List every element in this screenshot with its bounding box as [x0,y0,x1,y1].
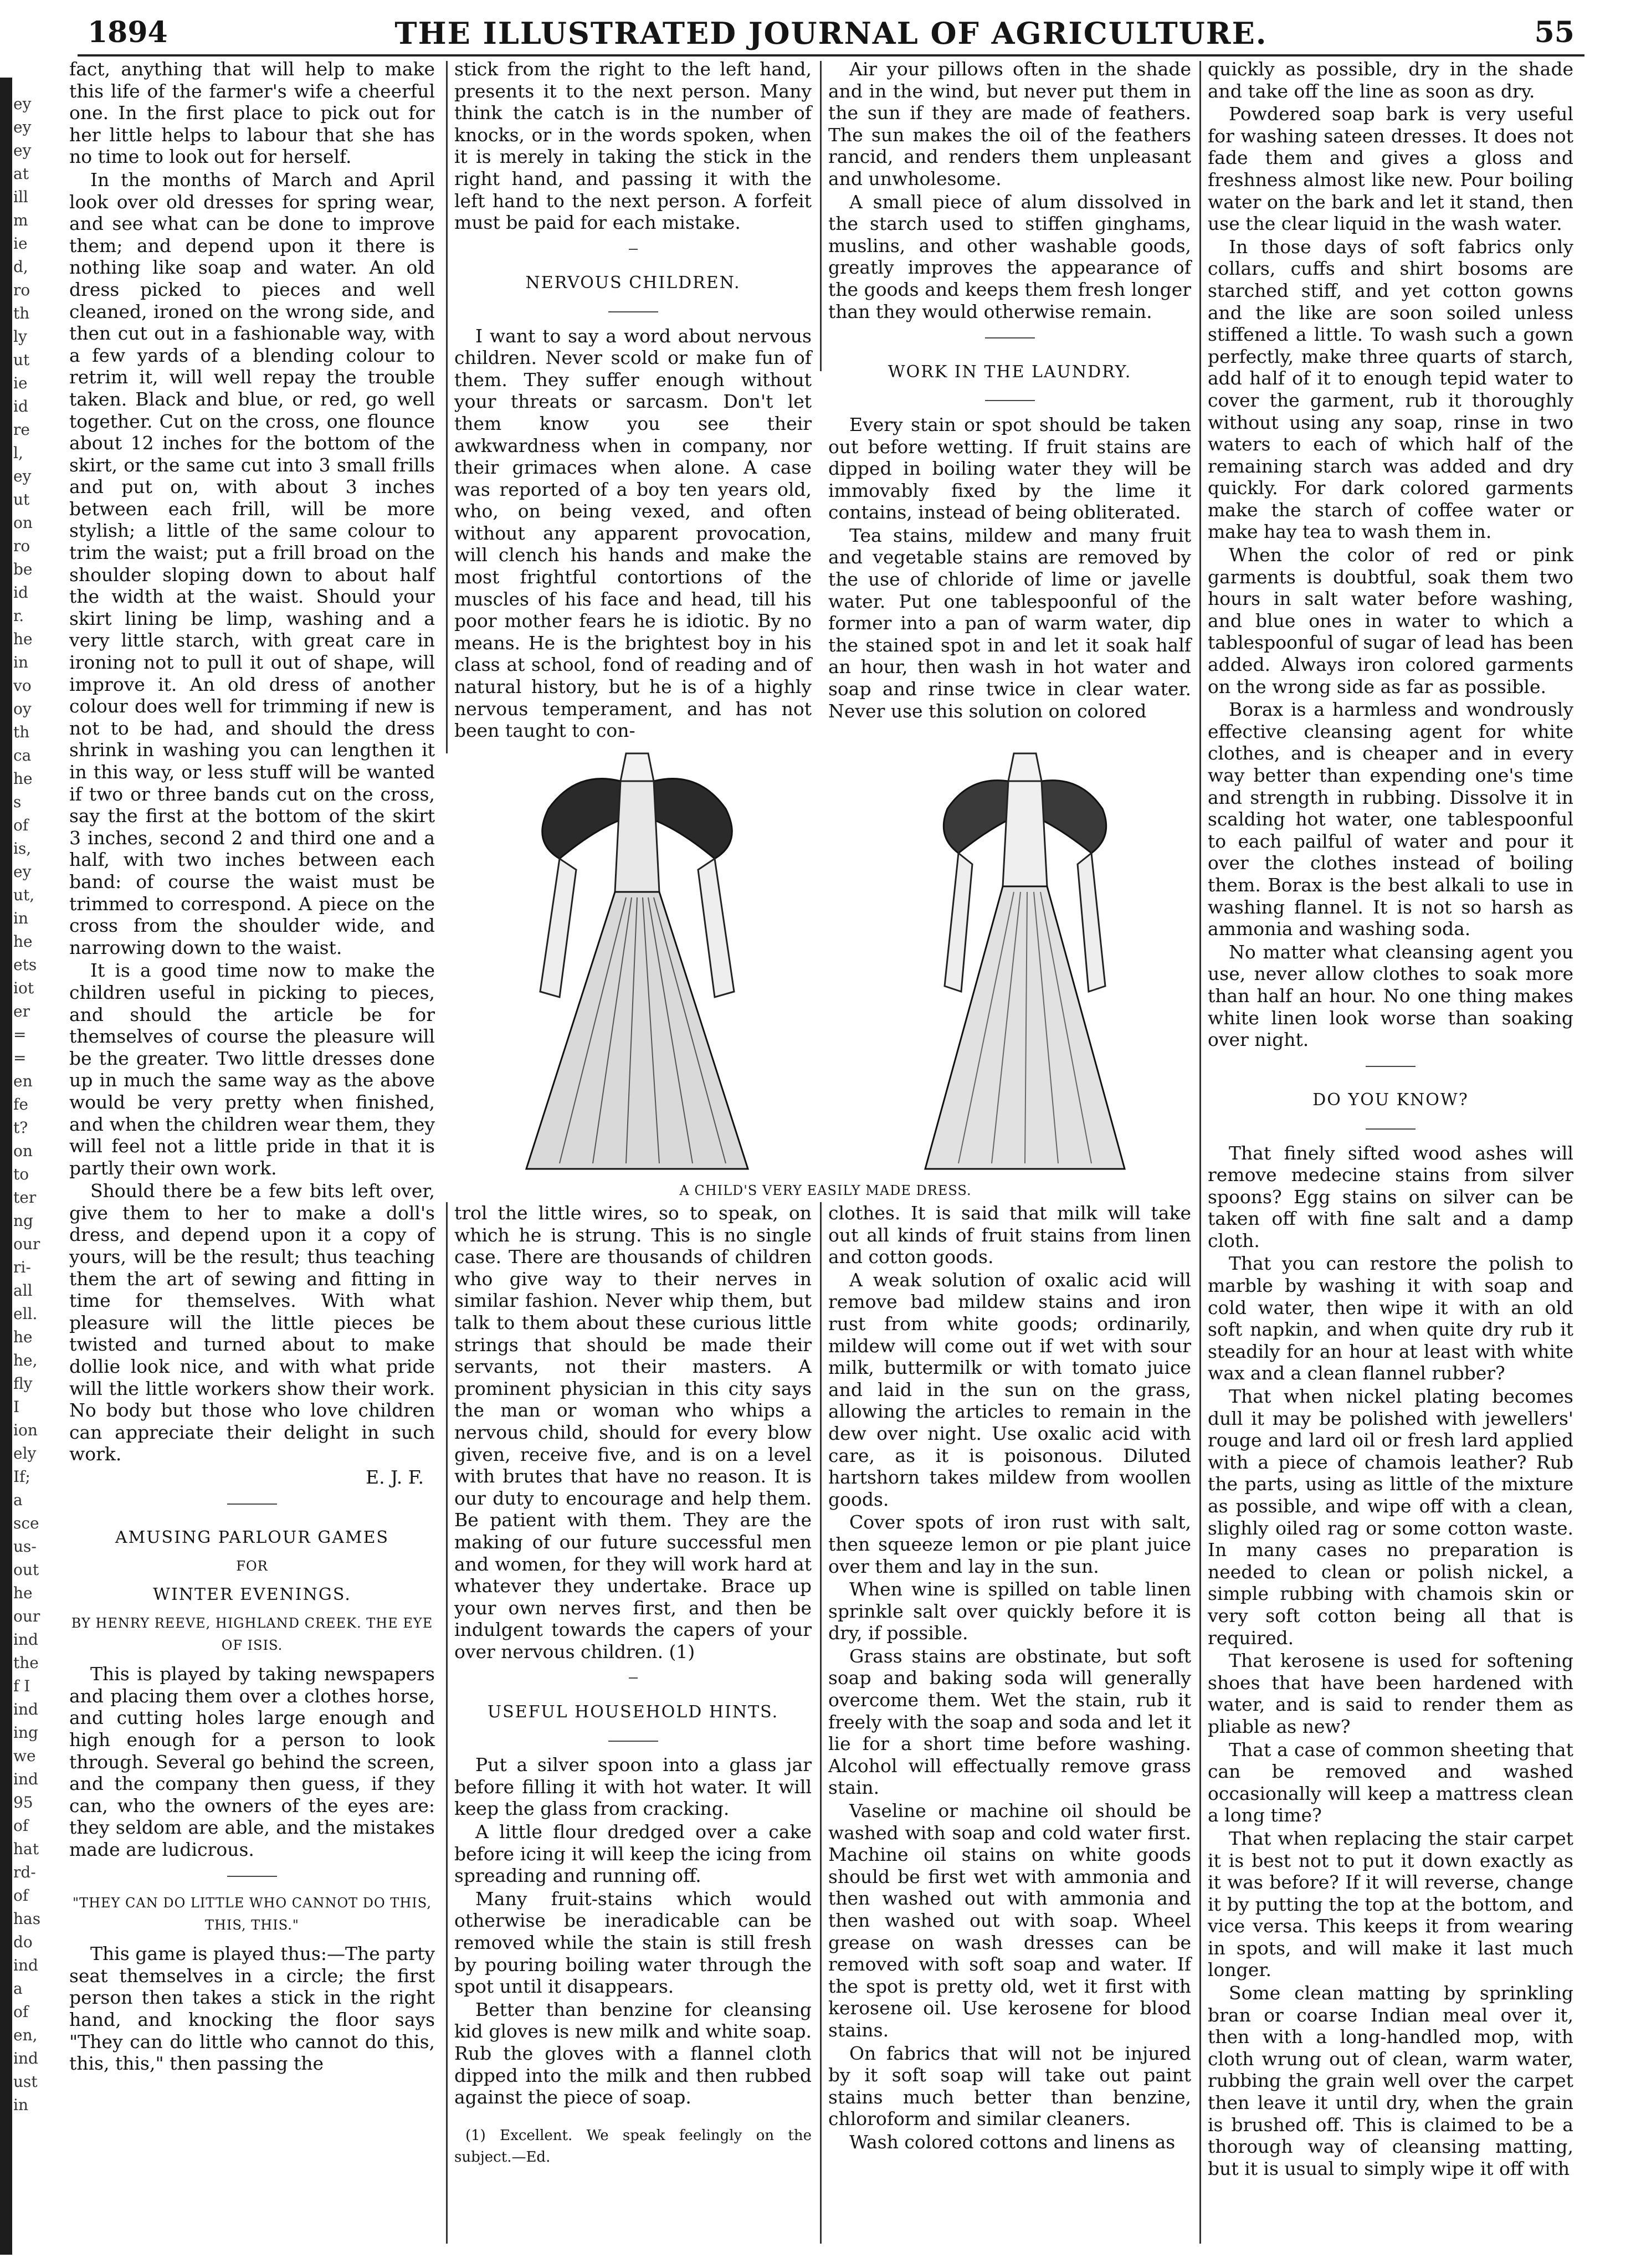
gutter-fragment: fe [13,1095,28,1114]
journal-title: THE ILLUSTRATED JOURNAL OF AGRICULTURE. [394,16,1268,51]
divider [454,237,812,259]
gutter-fragment: ust [13,2072,38,2091]
divider [1208,1054,1573,1076]
laundry-paragraph: Grass stains are obstinate, but soft soap and baking soda will generally overcome them. Wet the stain, rub it freely with the soap and soda and let it lie for a short time before washing. Alcohol will effectually remove grass stain. [828,1645,1191,1799]
know-paragraph: Some clean matting by sprinkling bran or coarse Indian meal over it, then with a long-handled mop, with cloth wrung out of clean, warm water, rubbing the grain well over the carpet then leave it until dry, when the grain is brushed off. This is claimed to be a thorough way of cleansing matting, but it is usual to simply wipe it off with [1208,1982,1573,2179]
article-title-nervous: NERVOUS CHILDREN. [525,273,741,293]
column-rule [446,1202,448,2244]
gutter-fragment: s [13,793,22,811]
gutter-fragment: r. [13,607,24,625]
gutter-fragment: id [13,397,28,415]
gutter-fragment: of [13,816,29,834]
header-year: 1894 [88,16,168,49]
laundry-continuation [828,1202,1191,2153]
gutter-fragment: 95 [13,1793,33,1812]
gutter-fragment: ut [13,351,30,369]
hint-paragraph: Better than benzine for cleansing kid gloves is new milk and white soap. Rub the gloves with a flannel cloth dipped into the milk and then rubbed against the piece of soap. [454,1998,812,2108]
hint-paragraph: Put a silver spoon into a glass jar before filling it with hot water. It will keep the glass from cracking. [454,1754,812,1820]
gutter-fragment: ind [13,1956,38,1974]
gutter-fragment: ut [13,490,30,509]
gutter-fragment: ey [13,863,32,881]
laundry-tip-paragraph: When the color of red or pink garments is doubtful, soak them two hours in salt water before washing, and blue ones in water to which a tablespoonful of sugar of lead has been added. Always iron colored garments on the wrong side as far as possible. [1208,544,1573,697]
divider [454,1666,812,1688]
alum-paragraph: A small piece of alum dissolved in the starch used to stiffen ginghams, muslins, and other washable goods, greatly improves the appearance of the goods and keeps them fresh longer than they would otherwise remain. [828,191,1191,322]
gutter-fragment: vo [13,676,32,695]
gutter-fragment: our [13,1607,40,1625]
gutter-fragment: in [13,909,28,927]
laundry-paragraph: clothes. It is said that milk will take out all kinds of fruit stains from linen and cotton goods. [828,1202,1191,1268]
gutter-fragment: ter [13,1188,37,1207]
know-paragraph: That finely sifted wood ashes will remove medecine stains from silver spoons? Egg stains on silver can be taken off with fine salt and a damp cloth. [1208,1142,1573,1251]
laundry-paragraph: A weak solution of oxalic acid will remove bad mildew stains and iron rust from white goods; ordinarily, mildew will come out if wet with sour milk, buttermilk or with tomato juice and laid in the sun on the grass, allowing the articles to remain in the dew over night. Use oxalic acid with care, as it is poisonous. Diluted hartshorn takes mildew from woollen goods. [828,1269,1191,1510]
pillows-paragraph: Air your pillows often in the shade and in the wind, but never put them in the sun if they are made of feathers. The sun makes the oil of the feathers rancid, and renders them unpleasant and unwholesome. [828,58,1191,189]
gutter-fragment: ion [13,1421,38,1439]
gutter-fragment: en, [13,2026,38,2044]
editor-footnote: (1) Excellent. We speak feelingly on the subject.—Ed. [454,2127,812,2166]
games-paragraph: This game is played thus:—The party seat themselves in a circle; the first person then takes a stick in the right hand, and knocking the floor says "They can do little who cannot do this, this, this," then passing the [69,1943,435,2075]
gutter-fragment: we [13,1747,36,1765]
nervous-paragraph: trol the little wires, so to speak, on which he is strung. This is no single case. There are thousands of children who give way to their nerves in similar fashion. Never whip them, but talk to them about these curious little strings that should be made their servants, not their masters. A prominent physician in this city says the man or woman who whips a nervous child, should for every blow given, receive five, and is on a level with brutes that have no reason. It is our duty to encourage and help them. Be patient with them. They are the making of our future successful men and women, for they will work hard at whatever they undertake. Brace up your own nerves first, and then be indulgent towards the capers of your over nervous children. (1) [454,1202,812,1662]
gutter-fragment: ro [13,281,30,299]
gutter-fragment: ey [13,467,32,485]
gutter-fragment: of [13,1817,29,1835]
games-continuation: stick from the right to the left hand, presents it to the next person. Many think the catch is in the number of knocks, or in the words spoken, when it is merely in taking the stick in the right hand, and passing it with the left hand to the next person. A forfeit must be paid for each mistake. [454,58,812,234]
dress-paragraph: In the months of March and April look over old dresses for spring wear, and see what can be done to improve them; and depend upon it there is nothing like soap and water. An old dress picked to pieces and well cleaned, ironed on the wrong side, and then cut out in a fashionable way, with a few yards of a blending colour to retrim it, will well repay the trouble taken. Black and blue, or red, go well together. Cut on the cross, one flounce about 12 inches for the bottom of the skirt, or the same cut into 3 small frills and put on, with about 3 inches between each frill, will be more stylish; a little of the same colour to trim the waist; put a frill broad on the shoulder sloping down to about half the width at the waist. Should your skirt lining be limp, washing and a very little starch, with great care in ironing not to pull it out of shape, will improve it. An old dress of another colour does well for trimming if new is not to be had, and should the dress shrink in washing you can lengthen it in this way, or less stuff will be wanted if two or three bands cut on the cross, say the first at the bottom of the skirt 3 inches, second 2 and third one and a half, with two inches between each band: of course the waist must be trimmed to correspond. A piece on the cross from the shoulder wide, and narrowing down to the waist. [69,168,435,958]
games-byline: BY HENRY REEVE, HIGHLAND CREEK. THE EYE OF ISIS. [71,1615,433,1653]
gutter-fragment: ey [13,95,32,113]
gutter-fragment: ind [13,1770,38,1788]
gutter-fragment: out [13,1561,39,1579]
laundry-tips-body [1208,58,1573,1051]
gutter-fragment: has [13,1910,41,1928]
gutter-fragment: er [13,1002,30,1020]
gutter-fragment: rd- [13,1863,36,1881]
laundry-paragraph: Cover spots of iron rust with salt, then squeeze lemon or pie plant juice over them and lay in the sun. [828,1511,1191,1577]
laundry-paragraph: Vaseline or machine oil should be washed with soap and cold water first. Machine oil stains on white goods should be first wet with ammonia and then washed out with ammonia and then washed out with soap. Wheel grease on wash dresses can be removed with soft soap and water. If the spot is pretty old, wet it first with kerosene oil. Use kerosene for blood stains. [828,1800,1191,2041]
article-title-laundry: WORK IN THE LAUNDRY. [888,362,1132,382]
divider [454,300,812,322]
article-title-hints: USEFUL HOUSEHOLD HINTS. [487,1702,779,1722]
gutter-fragment: hat [13,1840,39,1858]
figure-caption: A CHILD'S VERY EASILY MADE DRESS. [679,1183,972,1198]
gutter-fragment: If; [13,1467,30,1486]
gutter-fragment: do [13,1933,33,1951]
scan-binding-edge [0,78,12,2255]
laundry-tip-paragraph: quickly as possible, dry in the shade and take off the line as soon as dry. [1208,58,1573,102]
column-3-bottom [828,1202,1191,2154]
gutter-fragment: ing [13,1723,38,1742]
gutter-fragment: id [13,583,28,602]
gutter-fragment: he [13,1584,33,1602]
gutter-fragment: of [13,1886,29,1905]
know-paragraph: That kerosene is used for softening shoes that have been hardened with water, and is said to render them as pliable as new? [1208,1650,1573,1737]
gutter-fragment: oy [13,700,32,718]
dress-front-view [526,753,748,1169]
hint-paragraph: A little flour dredged over a cake before icing it will keep the icing from spreading and running off. [454,1821,812,1887]
divider [828,326,1191,348]
gutter-fragment: ets [13,956,37,974]
gutter-fragment: l, [13,444,23,462]
dress-paragraph: fact, anything that will help to make this life of the farmer's wife a cheerful one. In the first place to pick out for her little helps to labour that she has no time to look out for herself. [69,58,435,168]
divider [454,1729,812,1751]
gutter-fragment: of [13,2003,29,2021]
gutter-fragment: ind [13,2049,38,2067]
article-title-games: AMUSING PARLOUR GAMES [115,1528,389,1548]
know-paragraph: That a case of common sheeting that can be removed and washed occasionally will keep a mattress clean a long time? [1208,1738,1573,1826]
column-2-bottom [454,1202,812,2170]
gutter-fragment: t? [13,1118,28,1137]
dress-back-view [925,753,1125,1169]
column-rule [1199,61,1201,2244]
gutter-fragment: be [13,560,33,578]
gutter-fragment: ey [13,141,32,160]
gutter-fragment: fly [13,1374,33,1393]
gutter-fragment: a [13,1491,23,1509]
signature: E. J. F. [366,1466,424,1488]
gutter-fragment: d, [13,258,28,276]
gutter-fragment: he [13,1328,33,1346]
gutter-fragment: en [13,1072,33,1090]
gutter-fragment: ely [13,1444,37,1463]
gutter-fragment: re [13,420,30,439]
divider [69,1864,435,1886]
gutter-fragment: ie [13,234,28,253]
know-body [1208,1142,1573,2180]
gutter-fragment: th [13,723,30,741]
article-title-know: DO YOU KNOW? [1312,1090,1469,1110]
hint-paragraph: Many fruit-stains which would otherwise be ineradicable can be removed while the stain is still fresh by pouring boiling water through the spot until it disappears. [454,1887,812,1998]
gutter-fragment: sce [13,1514,39,1532]
gutter-fragment: at [13,165,29,183]
laundry-paragraph: On fabrics that will not be injured by it soft soap will take out paint stains much better than benzine, chloroform and similar cleaners. [828,2042,1191,2130]
laundry-tip-paragraph: In those days of soft fabrics only collars, cuffs and shirt bosoms are starched stiff, and yet cotton gowns and the like are soon soiled unless stiffened a little. To wash such a gown perfectly, make three quarts of starch, add half of it to enough tepid water to cover the garment, rub it thoroughly without using any soap, rinse in two waters to each of which half of the remaining starch was added and dry quickly. For dark colored garments make the starch of coffee water or make hay tea to wash them in. [1208,235,1573,543]
laundry-paragraph: Wash colored cottons and linens as [849,2131,1176,2153]
column-rule [820,1202,822,2244]
games-paragraph: This is played by taking newspapers and placing them over a clothes horse, and cutting holes large enough and high enough for a person to look through. Several go behind the screen, and the company then guess, if they can, who the owners of the eyes are: they seldom are able, and the mistakes made are ludicrous. [69,1663,435,1860]
column-rule [820,61,822,371]
gutter-fragment: = [13,1049,27,1067]
gutter-fragment: ill [13,188,28,206]
gutter-fragment: I [13,1398,20,1416]
column-3-top [828,58,1191,723]
games-for: FOR [236,1558,268,1574]
gutter-fragment: iot [13,979,34,997]
laundry-tip-paragraph: No matter what cleansing agent you use, never allow clothes to soak more than half an hour. No one thing makes white linen look worse than soaking over night. [1208,941,1573,1051]
gutter-fragment: he [13,769,33,788]
gutter-fragment: us- [13,1537,37,1556]
gutter-fragment: ind [13,1700,38,1718]
hints-body [454,1754,812,2108]
gutter-fragment: he [13,932,33,951]
gutter-fragment: in [13,653,28,671]
gutter-fragment: he, [13,1351,38,1369]
divider [1208,1117,1573,1139]
gutter-fragment: ro [13,537,30,555]
gutter-fragment: on [13,514,33,532]
laundry-paragraph: Every stain or spot should be taken out before wetting. If fruit stains are dipped in boiling water they will be immovably fixed by the lime it contains, instead of being obliterated. [828,413,1191,524]
divider [69,1492,435,1514]
gutter-fragment: a [13,1979,23,1998]
gutter-fragment: ell. [13,1305,38,1323]
gutter-fragment: = [13,1025,27,1044]
gutter-fragment: to [13,1165,29,1183]
gutter-fragment: the [13,1654,39,1672]
gutter-fragment: f I [13,1677,30,1695]
gutter-fragment: th [13,304,30,322]
know-paragraph: That you can restore the polish to marble by washing it with soap and cold water, then wipe it with an old soft napkin, and when quite dry rub it steadily for an hour at least with white wax and a clean flannel rubber? [1208,1253,1573,1384]
gutter-fragment: ng [13,1212,33,1230]
column-1 [69,58,435,2076]
laundry-tip-paragraph: Powdered soap bark is very useful for washing sateen dresses. It does not fade them and gives a gloss and freshness almost like new. Pour boiling water on the bark and let it stand, then use the clear liquid in the wash water. [1208,103,1573,235]
gutter-fragment: ind [13,1630,38,1649]
gutter-fragment: is, [13,839,32,858]
laundry-paragraph: Tea stains, mildew and many fruit and vegetable stains are removed by the use of chloride of lime or javelle water. Put one tablespoonful of the former into a pan of warm water, dip the stained spot in and let it soak half an hour, then wash in hot water and soap and rinse twice in clear water. Never use this solution on colored [828,524,1191,722]
nervous-paragraph: I want to say a word about nervous children. Never scold or make fun of them. They suffer enough without your threats or sarcasm. Don't let them know you see their awkwardness when in company, nor their grimaces when alone. A case was reported of a boy ten years old, who, on being vexed, and often without any apparent provocation, will clench his hands and make the most frightful contortions of the muscles of his face and head, till his poor mother fears he is idiotic. By no means. He is the brightest boy in his class at school, fond of reading and of natural history, but he is of a highly nervous temperament, and has not been taught to con- [454,325,812,742]
laundry-tip-paragraph: Borax is a harmless and wondrously effective cleansing agent for white clothes, and is cheaper and in every way better than expending one's time and strength in rubbing. Dissolve it in scalding hot water, one tablespoonful to each pailful of water and pour it over the clothes instead of boiling them. Borax is the best alkali to use in washing flannel. It is not so harsh as ammonia and washing soda. [1208,699,1573,940]
games-subtitle: WINTER EVENINGS. [153,1585,351,1605]
gutter-fragment: ie [13,374,28,392]
column-4 [1208,58,1573,2180]
gutter-fragment: ut, [13,886,35,904]
column-2-top [454,58,812,743]
page-header [83,11,1579,50]
gutter-fragment: in [13,2096,28,2114]
gutter-fragment: ri- [13,1258,31,1276]
dress-illustration [454,737,1197,1191]
dress-paragraph: It is a good time now to make the children useful in picking to pieces, and should the article be for themselves of course the pleasure will be the greater. Two little dresses done up in much the same way as the above would be very pretty when finished, and when the children wear them, they will feel not a little pride in that it is partly their own work. [69,959,435,1179]
laundry-paragraph: When wine is spilled on table linen sprinkle salt over quickly before it is dry, if possible. [828,1578,1191,1644]
dress-article-body [69,58,435,1465]
know-paragraph: That when replacing the stair carpet it is best not to put it down exactly as it was before? If it will reverse, change it by putting the top at the bottom, and vice versa. This keeps it from wearing in spots, and will make it last much longer. [1208,1827,1573,1981]
gutter-fragment: he [13,630,33,648]
gutter-fragment: on [13,1142,33,1160]
header-rule [78,54,1584,57]
gutter-fragment: m [13,211,28,229]
gutter-fragment: our [13,1235,40,1253]
games-title-2: "THEY CAN DO LITTLE WHO CANNOT DO THIS, THIS, THIS." [73,1895,432,1933]
divider [828,388,1191,411]
dress-paragraph: Should there be a few bits left over, give them to her to make a doll's dress, and depend upon it a copy of yours, will be the result; thus teaching them the art of sewing and fitting in time for themselves. With what pleasure will the little pieces be twisted and turned about to make dollie look nice, and with what pride will the little workers show their work. No body but those who love children can appreciate their delight in such work. [69,1180,435,1465]
page-number: 55 [1534,16,1575,49]
gutter-fragment: ca [13,746,32,764]
gutter-fragment: ey [13,118,32,136]
gutter-fragment: all [13,1281,33,1300]
gutter-fragment: ly [13,327,27,346]
column-rule [446,61,448,753]
know-paragraph: That when nickel plating becomes dull it may be polished with jewellers' rouge and lard oil or fresh lard applied with a piece of chamois leather? Rub the parts, using as little of the mixture as possible, and wipe off with a clean, slighly oiled rag or some cotton waste. In many cases no preparation is needed to clean or polish nickel, a simple rubbing with chamois skin or very soft cotton being all that is required. [1208,1386,1573,1649]
